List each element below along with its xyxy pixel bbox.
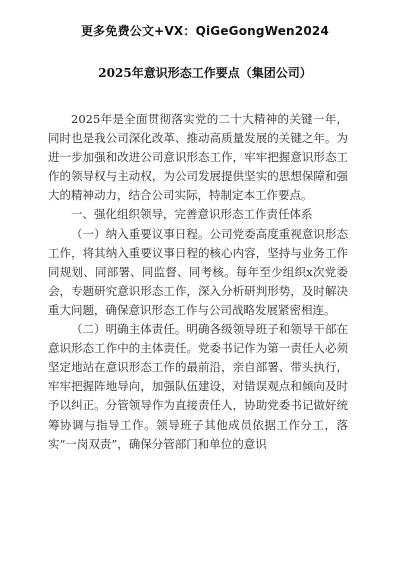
body-paragraph-1: （一）纳入重要议事日程。公司党委高度重视意识形态工作，将其纳入重要议事日程的核心内容，坚持与业务工作同规划、同部署、同监督、同考核。每年至少组织x次党委会，专题研究意识形态工作，深入分析研判形势，及时解决重大问题，确保意识形态工作与公司战略发展紧密相连。 (48, 226, 348, 317)
header-note: 更多免费公文+VX：QiGeGongWen2024 (80, 24, 329, 38)
section-heading: 一、强化组织领导，完善意识形态工作责任体系 (71, 207, 313, 222)
document-body (48, 110, 348, 454)
body-paragraph-2: （二）明确主体责任。明确各级领导班子和领导干部在意识形态工作中的主体责任。党委书记作为第一责任人必须坚定地站在意识形态工作的最前沿，亲自部署、带头执行，牢牢把握阵地导向，加强队伍建设，对错误观点和倾向及时予以纠正。分管领导作为直接责任人，协助党委书记做好统筹协调与指导工作。领导班子其他成员依据工作分工，落实“一岗双责”，确保分管部门和单位的意识 (48, 322, 348, 451)
intro-paragraph: 2025年是全面贯彻落实党的二十大精神的关键一年，同时也是我公司深化改革、推动高质量发展的关键之年。为进一步加强和改进公司意识形态工作，牢牢把握意识形态工作的领导权与主动权，为公司发展提供坚实的思想保障和强大的精神动力，结合公司实际，特制定本工作要点。 (48, 112, 348, 203)
document-title: 2025年意识形态工作要点（集团公司） (98, 66, 312, 80)
